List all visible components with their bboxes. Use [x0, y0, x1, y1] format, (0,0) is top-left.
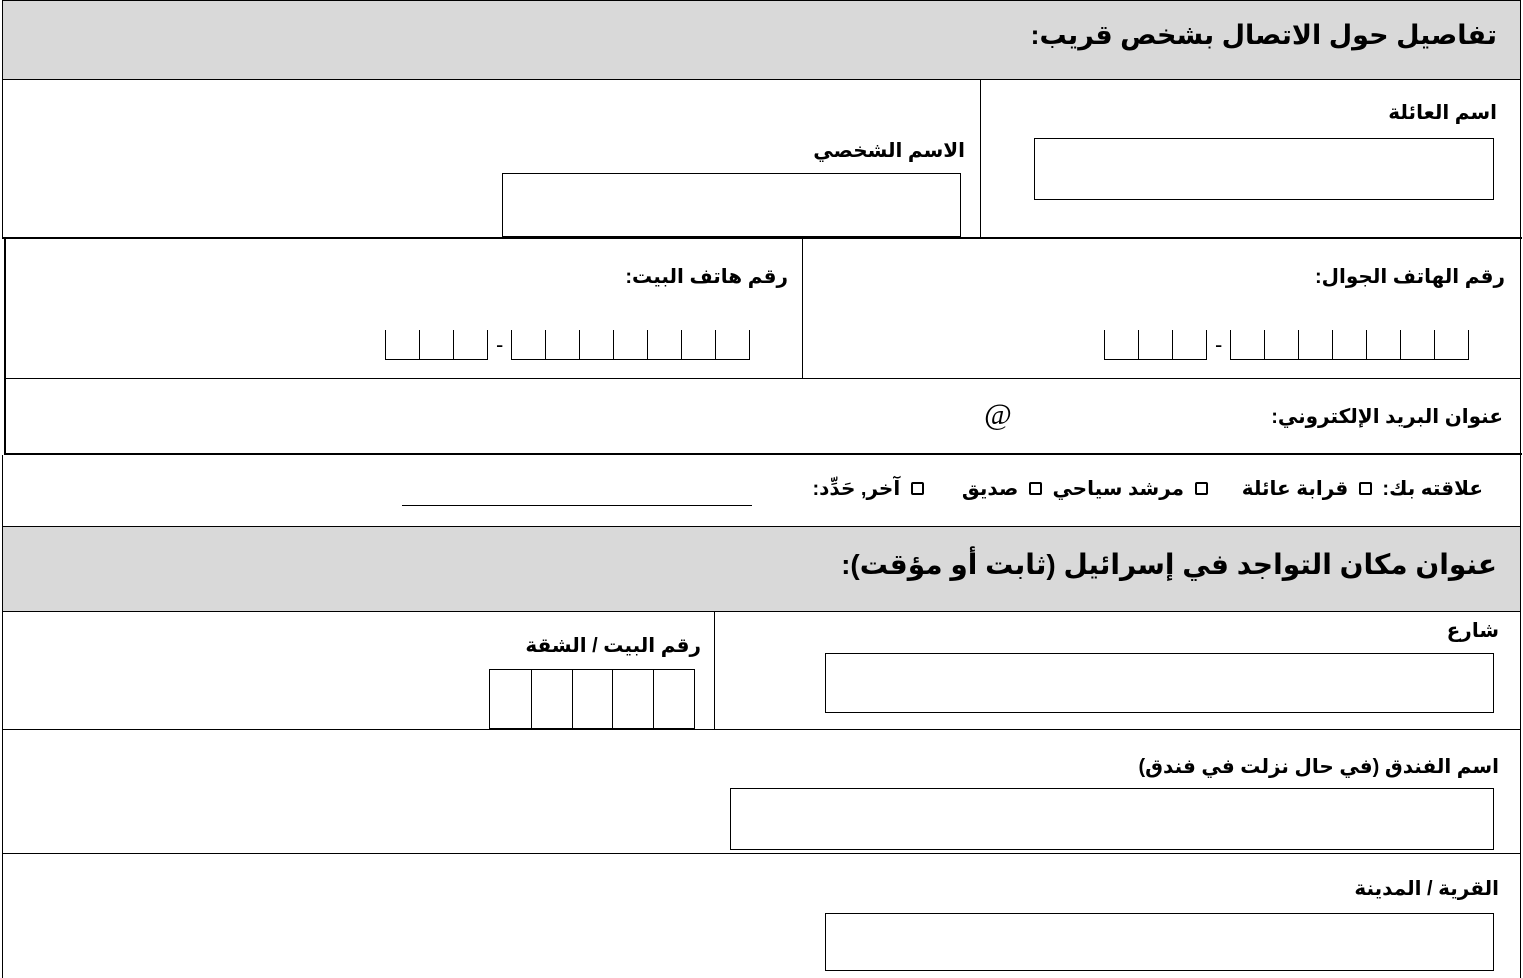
- house-digit-cell[interactable]: [572, 670, 613, 728]
- row5-right-border: [1520, 612, 1521, 730]
- row7-right-border: [1520, 853, 1521, 978]
- home-prefix-digit[interactable]: [453, 330, 487, 360]
- row1-divider: [980, 80, 981, 238]
- row4-left-border: [2, 455, 3, 527]
- mobile-prefix-digit[interactable]: [1172, 330, 1206, 360]
- city-label: القرية / المدينة: [1354, 878, 1499, 900]
- house-apartment-field[interactable]: [489, 669, 695, 729]
- row2-right-border: [1520, 237, 1521, 455]
- row1-right-border: [1520, 80, 1521, 238]
- city-field[interactable]: [825, 913, 1494, 971]
- house-digit-cell[interactable]: [531, 670, 572, 728]
- mobile-phone-separator: -: [1215, 332, 1223, 357]
- mobile-number-digit[interactable]: [1264, 330, 1298, 360]
- home-number-digit[interactable]: [647, 330, 681, 360]
- mobile-number-digit[interactable]: [1434, 330, 1468, 360]
- row6-bottom-border: [2, 853, 1521, 854]
- tour-guide-option: مرشد سياحي: [1052, 478, 1185, 500]
- email-field[interactable]: [10, 385, 1250, 447]
- row2-divider: [802, 237, 803, 378]
- other-option: آخر, حَدِّد:: [812, 478, 901, 500]
- row1-left-border: [2, 80, 3, 238]
- home-phone-label: رقم هاتف البيت:: [625, 266, 788, 288]
- address-section-title: عنوان مكان التواجد في إسرائيل (ثابت أو مؤقت):: [841, 549, 1497, 580]
- other-specify-line[interactable]: [402, 480, 752, 506]
- row2-top-border: [2, 237, 1522, 239]
- house-digit-cell[interactable]: [653, 670, 694, 728]
- family-name-field[interactable]: [1034, 138, 1494, 200]
- row5-divider: [714, 612, 715, 730]
- family-name-label: اسم العائلة: [1388, 102, 1497, 124]
- friend-option: صديق: [961, 478, 1019, 500]
- mobile-prefix-digit[interactable]: [1138, 330, 1172, 360]
- home-number-digit[interactable]: [613, 330, 647, 360]
- mobile-number-digit[interactable]: [1400, 330, 1434, 360]
- home-number-digit[interactable]: [511, 330, 545, 360]
- row5-bottom-border: [2, 729, 1521, 730]
- row4-right-border: [1520, 455, 1521, 527]
- row6-left-border: [2, 729, 3, 853]
- row2-bottom-border: [4, 378, 1520, 379]
- row7-left-border: [2, 853, 3, 978]
- home-number-digit[interactable]: [681, 330, 715, 360]
- mobile-number-digit[interactable]: [1366, 330, 1400, 360]
- street-label: شارع: [1446, 620, 1499, 642]
- home-phone-separator: -: [496, 332, 504, 357]
- house-apartment-label: رقم البيت / الشقة: [525, 635, 701, 657]
- family-relation-checkbox[interactable]: [1359, 482, 1372, 495]
- mobile-prefix-digit[interactable]: [1104, 330, 1138, 360]
- hotel-field[interactable]: [730, 788, 1494, 850]
- house-digit-cell[interactable]: [612, 670, 653, 728]
- home-prefix-digit[interactable]: [419, 330, 453, 360]
- mobile-number-digit[interactable]: [1298, 330, 1332, 360]
- relationship-row: [812, 476, 1483, 501]
- home-number-end: [749, 330, 750, 360]
- house-digit-cell[interactable]: [490, 670, 531, 728]
- row2-left-border: [4, 237, 6, 455]
- mobile-number-end: [1468, 330, 1469, 360]
- other-checkbox[interactable]: [911, 482, 924, 495]
- relationship-label: علاقته بك:: [1382, 478, 1483, 500]
- home-number-digit[interactable]: [579, 330, 613, 360]
- row6-right-border: [1520, 729, 1521, 853]
- mobile-phone-label: رقم الهاتف الجوال:: [1315, 266, 1505, 288]
- row5-left-border: [2, 612, 3, 730]
- email-at-sign: @: [984, 398, 1012, 431]
- mobile-number-digit[interactable]: [1230, 330, 1264, 360]
- street-field[interactable]: [825, 653, 1494, 713]
- email-label: عنوان البريد الإلكتروني:: [1271, 406, 1503, 428]
- first-name-field[interactable]: [502, 173, 961, 237]
- family-relation-option: قرابة عائلة: [1241, 478, 1349, 500]
- home-number-digit[interactable]: [545, 330, 579, 360]
- home-prefix-digit[interactable]: [385, 330, 419, 360]
- row3-bottom-border: [4, 453, 1522, 455]
- contact-section-title: تفاصيل حول الاتصال بشخص قريب:: [1030, 20, 1497, 50]
- friend-checkbox[interactable]: [1029, 482, 1042, 495]
- mobile-number-digit[interactable]: [1332, 330, 1366, 360]
- tour-guide-checkbox[interactable]: [1195, 482, 1208, 495]
- first-name-label: الاسم الشخصي: [813, 140, 965, 162]
- home-number-digit[interactable]: [715, 330, 749, 360]
- home-phone-field[interactable]: [385, 330, 750, 360]
- mobile-phone-field[interactable]: [1104, 330, 1469, 360]
- hotel-label: اسم الفندق (في حال نزلت في فندق): [1138, 756, 1499, 778]
